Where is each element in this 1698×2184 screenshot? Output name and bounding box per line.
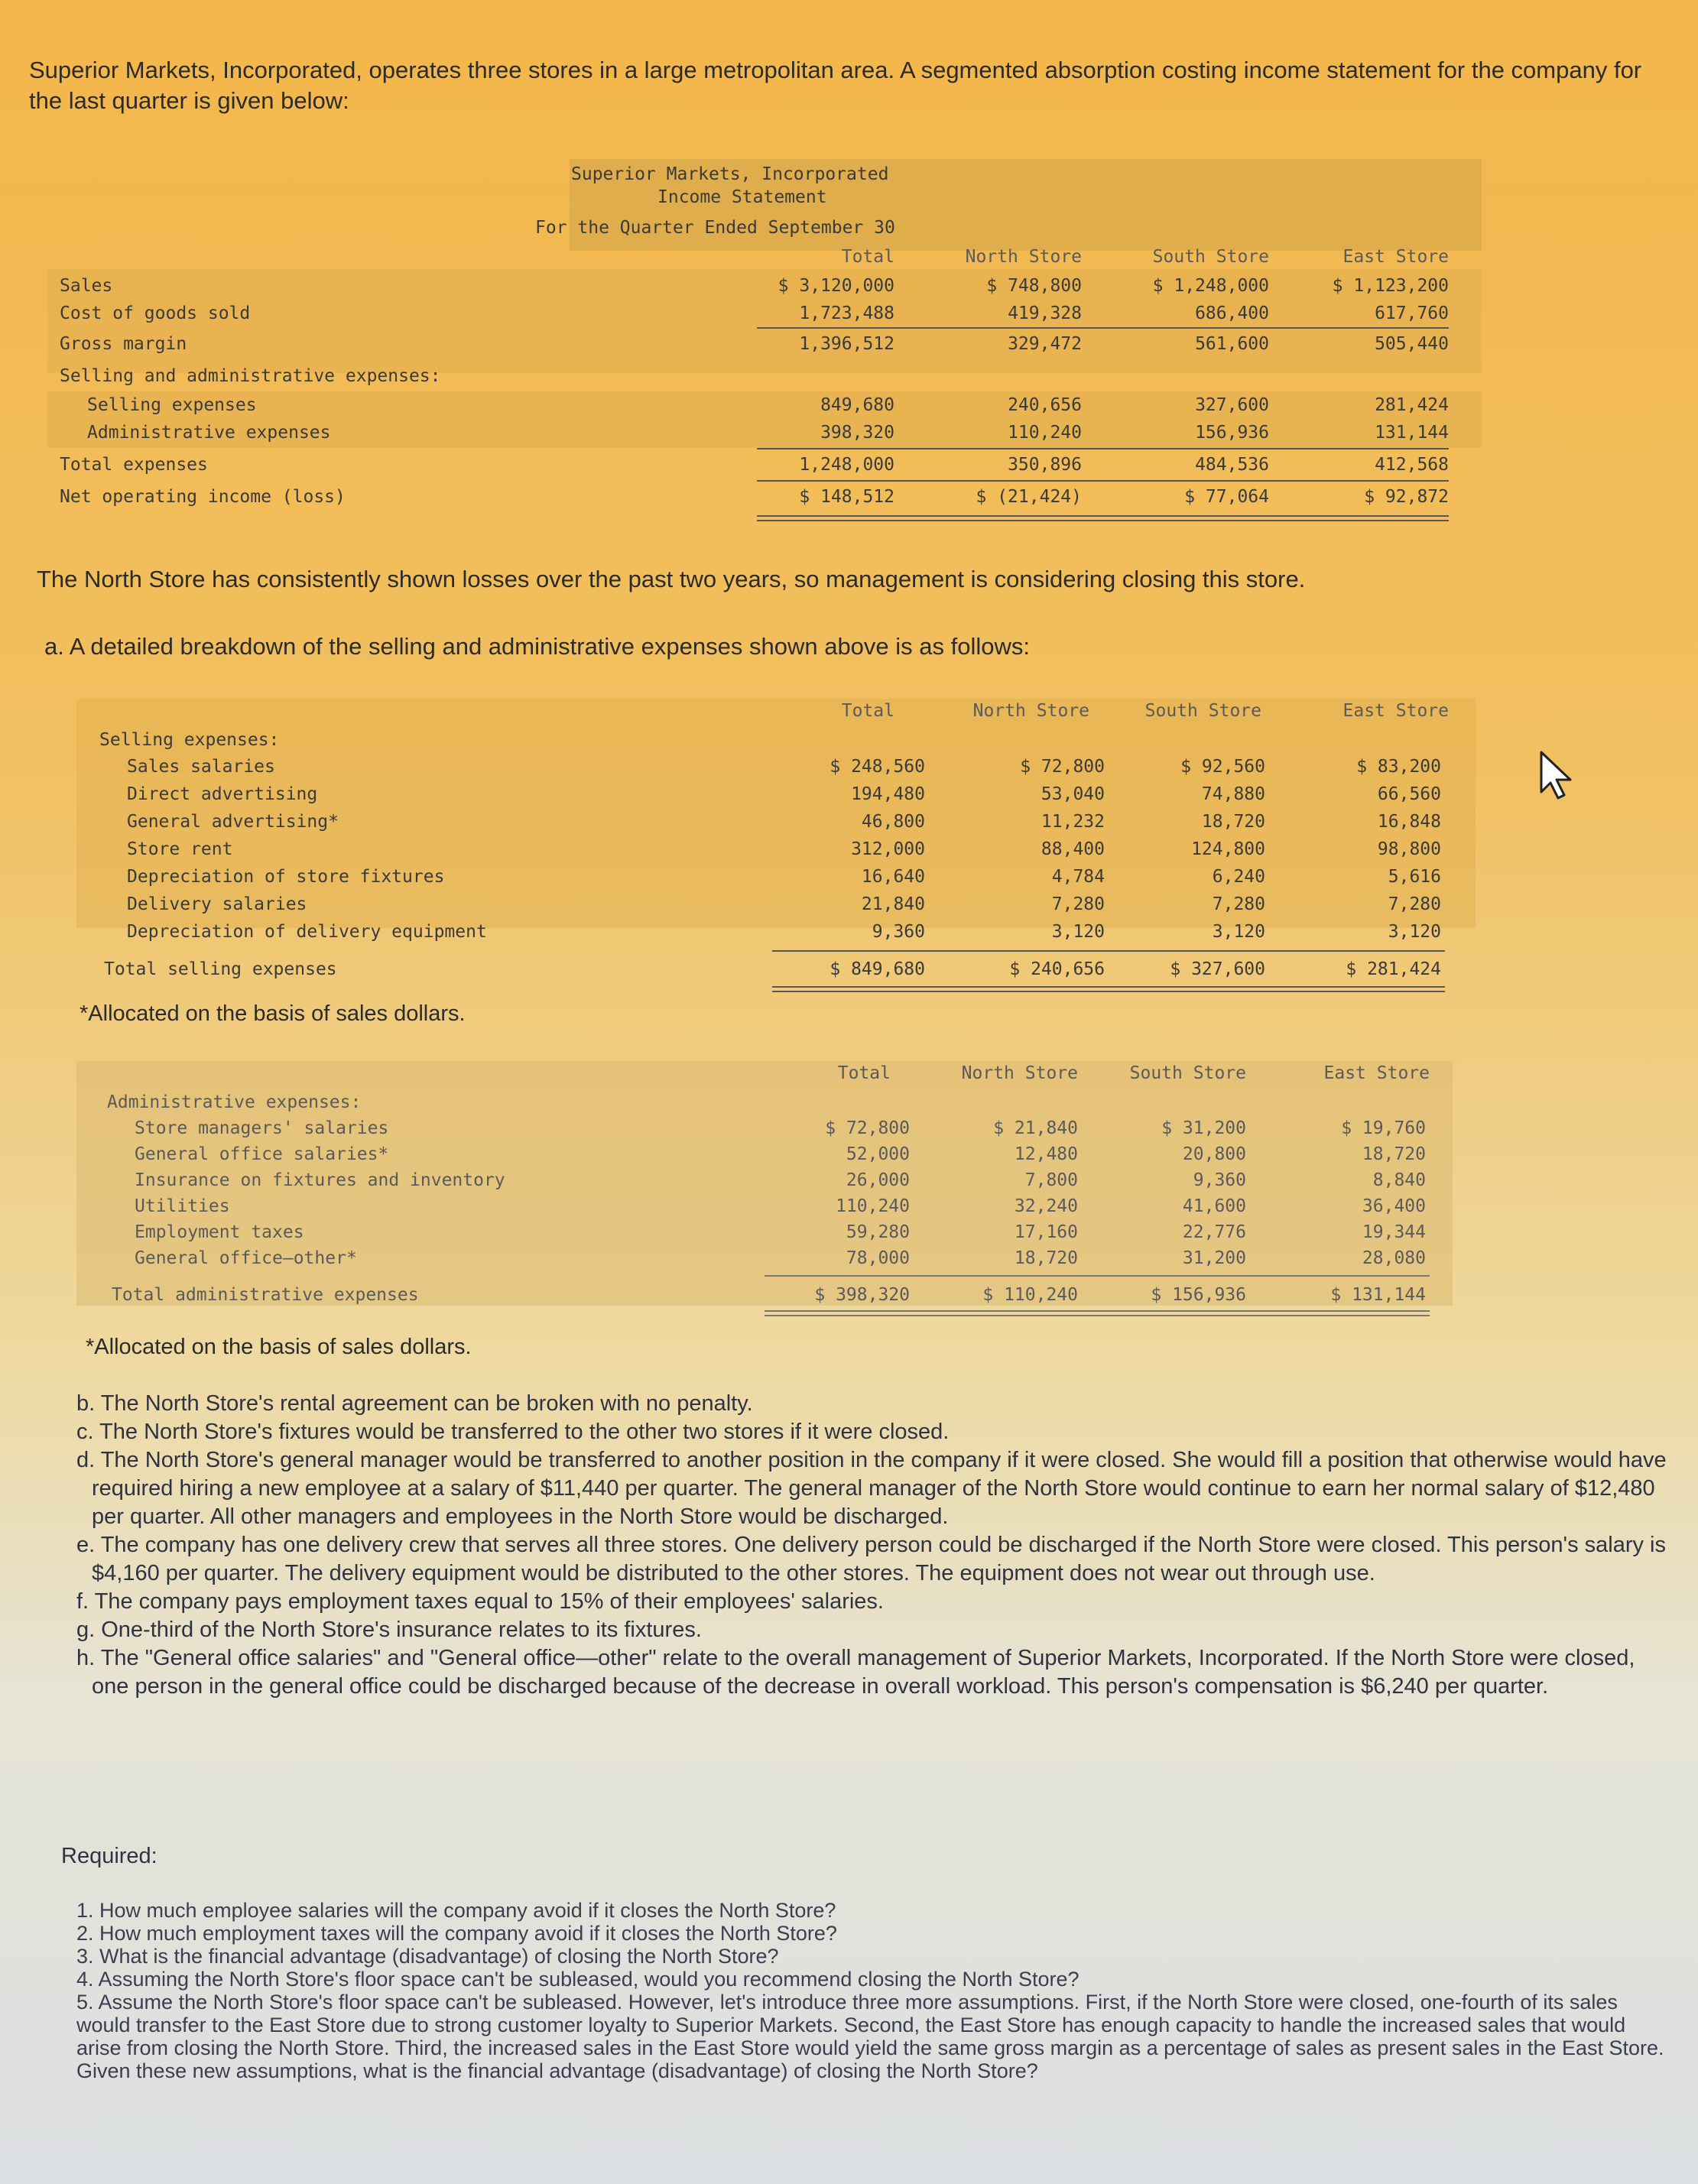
statement-subtitle: Income Statement	[657, 187, 827, 207]
admin-total-row: Total administrative expenses $ 398,320 $ 110,240 $ 156,936 $ 131,144	[112, 1285, 1426, 1305]
list-item: c. The North Store's fixtures would be transferred to the other two stores if it were closed.	[76, 1420, 950, 1444]
assumption-list	[76, 1390, 1667, 1701]
question-list	[76, 1899, 1667, 2082]
item-a-text: a. A detailed breakdown of the selling and administrative expenses shown above is as follows:	[44, 633, 1030, 660]
table-row: Delivery salaries 21,840 7,280 7,280 7,280	[127, 894, 1441, 914]
statement-row: Total expenses 1,248,000 350,896 484,536 412,568	[60, 455, 1449, 475]
statement-period: For the Quarter Ended September 30	[535, 218, 895, 238]
col-east: East Store	[1342, 247, 1449, 267]
list-item: 1. How much employee salaries will the company avoid if it closes the North Store?	[76, 1899, 836, 1922]
list-item: d. The North Store's general manager would be transferred to another position in the company if it were closed. She would fill a position that otherwise would have required hiring a new employee at a salary of $11,440 per quarter. The general manager of the North Store would continue to earn her normal salary of $12,480 per quarter. All other managers and employees in the North Store would be discharged.	[76, 1448, 1667, 1529]
mouse-pointer-icon	[1538, 749, 1581, 803]
col-total: Total	[841, 247, 894, 267]
table-row: Store managers' salaries $ 72,800 $ 21,840 $ 31,200 $ 19,760	[135, 1118, 1426, 1138]
admin-expenses-table: Total North Store South Store East Store Administrative expenses: Store managers' salaries $ 72,800 $ 21,840 $ 31,200 $ 19,760 General office salaries* 52,000 12,480 20,800 18,720 Insurance on fixtures and inventory 26,000 7,800 9,360 8,840 Utilities 110,240 32,240 41,600 36,400 Employment taxes 59,280 17,160 22,776 19,344 General office—other* 78,000 18,720 31,200 28,080 Total administrative expenses $ 398,320 $ 110,240 $ 156,936 $ 131,144	[0, 0, 1698, 1345]
selling-total-row: Total selling expenses $ 849,680 $ 240,656 $ 327,600 $ 281,424	[104, 959, 1441, 979]
list-item: 3. What is the financial advantage (disadvantage) of closing the North Store?	[76, 1945, 779, 1968]
table-row: Depreciation of store fixtures 16,640 4,784 6,240 5,616	[127, 867, 1441, 887]
selling-header-row: Total North Store South Store East Store	[841, 701, 1449, 721]
table-row: Utilities 110,240 32,240 41,600 36,400	[135, 1196, 1426, 1216]
list-item: 2. How much employment taxes will the company avoid if it closes the North Store?	[76, 1922, 837, 1945]
table-row: General advertising* 46,800 11,232 18,720 16,848	[127, 812, 1441, 832]
selling-footnote: *Allocated on the basis of sales dollars.	[80, 1001, 466, 1026]
table-row: General office—other* 78,000 18,720 31,200 28,080	[135, 1248, 1426, 1268]
intro-text: Superior Markets, Incorporated, operates three stores in a large metropolitan area. A segmented absorption costing income statement for the company for the last quarter is given below:	[29, 57, 1642, 114]
statement-row: Net operating income (loss) $ 148,512 $ (21,424) $ 77,064 $ 92,872	[60, 487, 1449, 507]
statement-row: Sales $ 3,120,000 $ 748,800 $ 1,248,000 $ 1,123,200	[60, 276, 1449, 296]
list-item: e. The company has one delivery crew that serves all three stores. One delivery person could be discharged if the North Store were closed. This person's salary is $4,160 per quarter. The delivery equipment would be distributed to the other stores. The equipment does not wear out through use.	[76, 1533, 1666, 1585]
list-item: f. The company pays employment taxes equal to 15% of their employees' salaries.	[76, 1589, 884, 1614]
statement-row: Administrative expenses 398,320 110,240 156,936 131,144	[87, 423, 1449, 443]
list-item: 4. Assuming the North Store's floor space can't be subleased, would you recommend closing the North Store?	[76, 1968, 1080, 1991]
table-row: General office salaries* 52,000 12,480 20,800 18,720	[135, 1144, 1426, 1164]
selling-expenses-table: Total North Store South Store East Store Selling expenses: Sales salaries $ 248,560 $ 72,800 $ 92,560 $ 83,200 Direct advertising 194,480 53,040 74,880 66,560 General advertising* 46,800 11,232 18,720 16,848 Store rent 312,000 88,400 124,800 98,800 Depreciation of store fixtures 16,640 4,784 6,240 5,616 Delivery salaries 21,840 7,280 7,280 7,280 Depreciation of delivery equipment 9,360 3,120 3,120 3,120 Total selling expenses $ 849,680 $ 240,656 $ 327,600 $ 281,424	[0, 0, 1698, 1009]
north-losses-text: The North Store has consistently shown losses over the past two years, so management is considering closing this store.	[37, 566, 1306, 592]
list-item: h. The "General office salaries" and "General office—other" relate to the overall management of Superior Markets, Incorporated. If the North Store were closed, one person in the general office could be discharged because of the decrease in overall workload. This person's compensation is $6,240 per quarter.	[76, 1646, 1635, 1699]
statement-row: Selling and administrative expenses:	[60, 366, 441, 386]
table-row: Depreciation of delivery equipment 9,360 3,120 3,120 3,120	[127, 922, 1441, 942]
col-south: South Store	[1152, 247, 1269, 267]
table-row: Store rent 312,000 88,400 124,800 98,800	[127, 839, 1441, 859]
admin-footnote: *Allocated on the basis of sales dollars.	[86, 1335, 472, 1359]
col-north: North Store	[965, 247, 1082, 267]
admin-header-row: Total North Store South Store East Store	[837, 1063, 1430, 1083]
list-item: b. The North Store's rental agreement can be broken with no penalty.	[76, 1391, 753, 1416]
table-row: Sales salaries $ 248,560 $ 72,800 $ 92,560 $ 83,200	[127, 757, 1441, 777]
statement-title: Superior Markets, Incorporated	[571, 164, 889, 184]
table-row: Insurance on fixtures and inventory 26,000 7,800 9,360 8,840	[135, 1170, 1426, 1190]
list-item: 5. Assume the North Store's floor space can't be subleased. However, let's introduce three more assumptions. First, if the North Store were closed, one-fourth of its sales would transfer to the East Store due to strong customer loyalty to Superior Markets. Second, the East Store has enough capacity to handle the increased sales that would arise from closing the North Store. Third, the increased sales in the East Store would yield the same gross margin as a percentage of sales as present sales in the East Store. Given these new assumptions, what is the financial advantage (disadvantage) of closing the North Store?	[76, 1991, 1664, 2082]
required-heading: Required:	[61, 1844, 157, 1868]
table-row: Employment taxes 59,280 17,160 22,776 19,344	[135, 1222, 1426, 1242]
table-row: Direct advertising 194,480 53,040 74,880 66,560	[127, 784, 1441, 804]
list-item: g. One-third of the North Store's insurance relates to its fixtures.	[76, 1618, 702, 1642]
statement-row: Selling expenses 849,680 240,656 327,600 281,424	[87, 395, 1449, 415]
statement-row: Cost of goods sold 1,723,488 419,328 686,400 617,760	[60, 303, 1449, 323]
statement-row: Gross margin 1,396,512 329,472 561,600 505,440	[60, 334, 1449, 354]
